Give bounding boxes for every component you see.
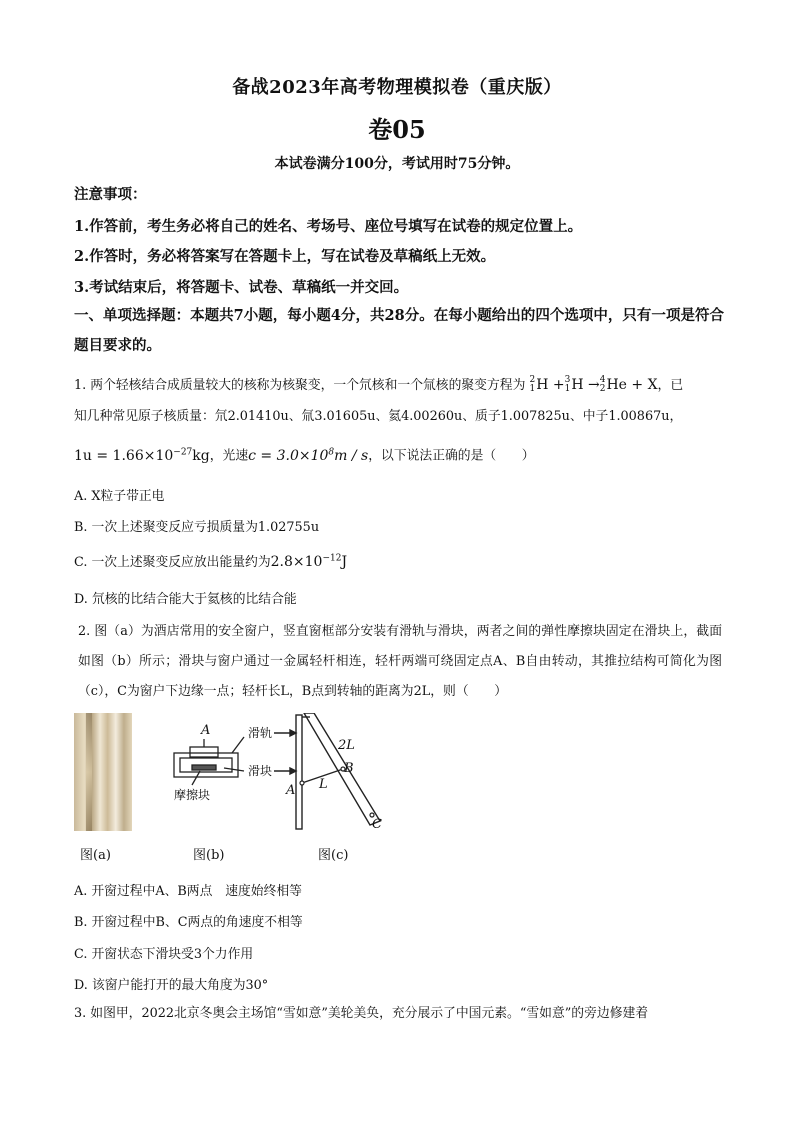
question-3-text: 3. 如图甲，2022北京冬奥会主场馆“雪如意”美轮美奂，充分展示了中国元素。“雪如意”的旁边修建着 bbox=[74, 1006, 649, 1021]
q1-light-speed-label: ，光速 bbox=[209, 448, 249, 464]
fig-c-label-c: C bbox=[372, 817, 382, 832]
q2-option-b[interactable]: B. 开窗过程中B、C两点的角速度不相等 bbox=[74, 915, 303, 930]
note-item-2: 2.作答时，务必将答案写在答题卡上，写在试卷及草稿纸上无效。 bbox=[74, 248, 496, 265]
question-1-line-2: 知几种常见原子核质量：氘2.01410u、氚3.01605u、氦4.00260u、质子1.007825u、中子1.00867u， bbox=[74, 409, 683, 424]
fig-c-caption: 图(c) bbox=[318, 848, 349, 863]
exam-title: 备战2023年高考物理模拟卷（重庆版） bbox=[232, 77, 562, 98]
q1-option-c-value: $2.8\times 10^{-12}J$ bbox=[270, 553, 348, 570]
q1-option-b[interactable]: B. 一次上述聚变反应亏损质量为1.02755u bbox=[74, 520, 320, 535]
q1-line1-tail: ，已 bbox=[657, 378, 684, 393]
note-item-1: 1.作答前，考生务必将自己的姓名、考场号、座位号填写在试卷的规定位置上。 bbox=[74, 218, 583, 235]
section-heading: 一、单项选择题：本题共7小题，每小题4分，共28分。在每小题给出的四个选项中，只有一项是符合题目要求的。 bbox=[74, 307, 724, 354]
fig-c-label-l: L bbox=[319, 777, 328, 792]
atomic-mass-unit: $1u = 1.66\times 10^{-27}kg$ bbox=[74, 447, 210, 464]
fig-c-label-a: A bbox=[286, 783, 296, 798]
fig-b-caption: 图(b) bbox=[193, 848, 225, 863]
q2-option-a[interactable]: A. 开窗过程中A、B两点 速度始终相等 bbox=[74, 884, 302, 899]
q1-option-c[interactable]: C. 一次上述聚变反应放出能量约为$2.8\times 10^{-12}J$ bbox=[74, 553, 348, 570]
fig-b-label-a: A bbox=[201, 723, 211, 738]
fig-c-label-b: B bbox=[344, 761, 354, 776]
notes-heading: 注意事项： bbox=[74, 186, 147, 203]
question-1-line-1 bbox=[74, 370, 722, 401]
q2-option-c[interactable]: C. 开窗状态下滑块受3个力作用 bbox=[74, 947, 254, 962]
question-1-line-3 bbox=[74, 437, 722, 472]
fusion-equation: 2 1 H + 3 1 H → 4 2 He + X bbox=[529, 375, 658, 394]
q2-option-d[interactable]: D. 该窗户能打开的最大角度为30° bbox=[74, 978, 269, 993]
q1-option-d[interactable]: D. 氘核的比结合能大于氦核的比结合能 bbox=[74, 592, 297, 607]
fig-label-friction: 摩擦块 bbox=[174, 788, 211, 802]
fig-label-rail: 滑轨 bbox=[248, 726, 273, 740]
fig-c-label-2l: 2L bbox=[338, 738, 355, 753]
light-speed: $c = 3.0\times 10^8m / s$ bbox=[248, 447, 369, 464]
question-2-text: 2. 图（a）为酒店常用的安全窗户，竖直窗框部分安装有滑轨与滑块，两者之间的弹性摩擦块固定在滑块上，截面如图（b）所示；滑块与窗户通过一金属轻杆相连，轻杆两端可绕固定点A、B自由转动，其推拉结构可简化为图（c），C为窗户下边缘一点；轻杆长L，B点到转轴的距离为2L，则（ ） bbox=[78, 624, 722, 699]
fig-a-caption: 图(a) bbox=[80, 848, 111, 863]
fig-label-slider: 滑块 bbox=[248, 764, 273, 778]
note-item-3: 3.考试结束后，将答题卡、试卷、草稿纸一并交回。 bbox=[74, 279, 409, 296]
question-2-figures bbox=[74, 713, 394, 865]
q1-text: 1. 两个轻核结合成质量较大的核称为核聚变，一个氘核和一个氚核的聚变方程为 bbox=[74, 378, 526, 393]
q1-prompt: ，以下说法正确的是（ ） bbox=[368, 448, 535, 464]
exam-info: 本试卷满分100分，考试用时75分钟。 bbox=[274, 156, 520, 172]
q1-option-a[interactable]: A. X粒子带正电 bbox=[74, 489, 165, 504]
paper-number: 卷05 bbox=[368, 115, 426, 144]
